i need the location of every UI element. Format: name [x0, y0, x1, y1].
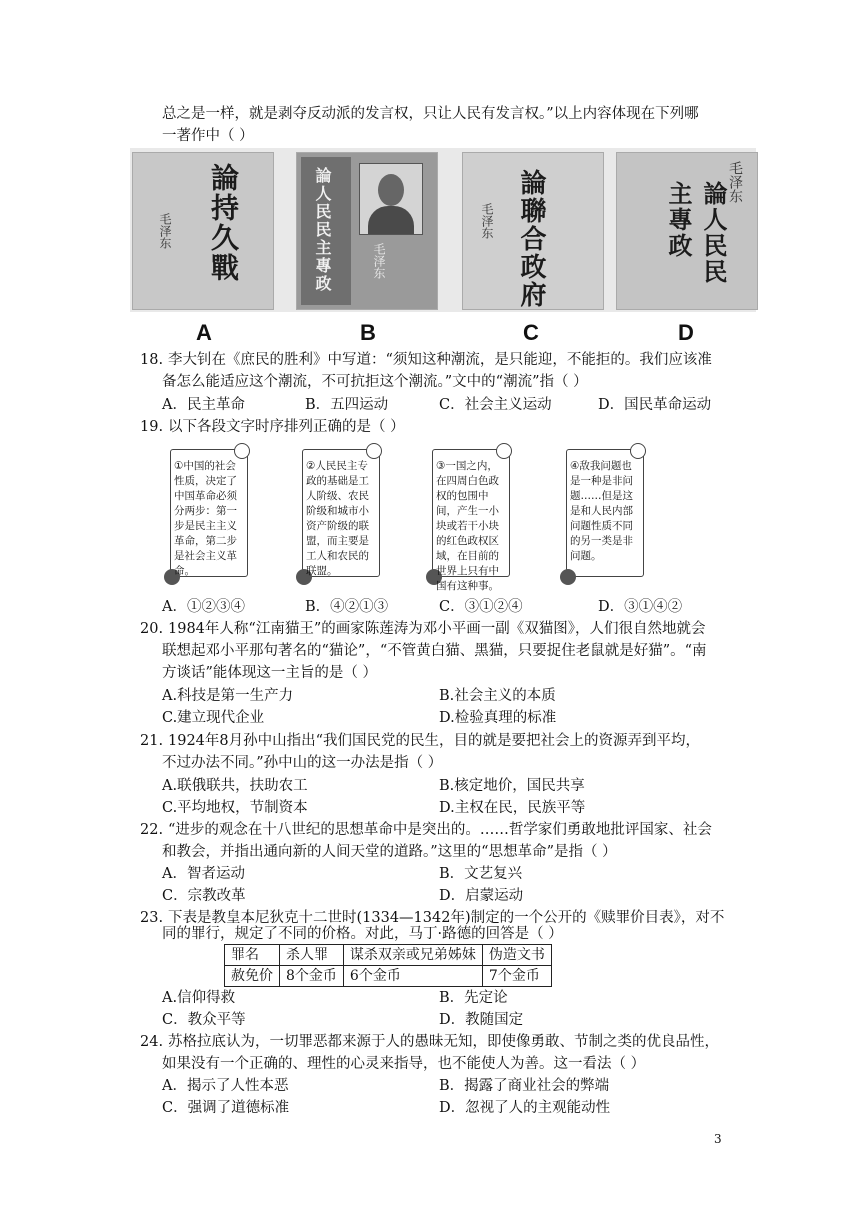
price-table: [224, 944, 552, 987]
q20-line-2: 联想起邓小平那句著名的“猫论”，“不管黄白猫、黑猫，只要捉住老鼠就是好猫”。“南: [162, 643, 707, 659]
q22-option-a: A．智者运动: [162, 866, 245, 882]
q18-line-2: 备怎么能适应这个潮流，不可抗拒这个潮流。”文中的“潮流”指（ ）: [162, 374, 588, 390]
scroll-text-3: ③一国之内，在四周白色政权的包围中间，产生一小块或若干小块的红色政权区域，在目前的世界上只有中国有这种事。: [436, 460, 499, 592]
q23-line-1: 23. 下表是教皇本尼狄克十二世时(1334—1342年)制定的一个公开的《赎罪价目表》，对不: [140, 910, 725, 926]
book-signature-b: 毛泽东: [372, 243, 386, 279]
q19-option-d: D．③①④②: [598, 599, 683, 615]
q21-number: 21.: [140, 733, 164, 749]
q19-line-1: 19. 以下各段文字时序排列正确的是（ ）: [140, 419, 405, 435]
scroll-2: [296, 443, 384, 585]
q19-option-c: C．③①②④: [439, 599, 523, 615]
book-title-a: 論持久戰: [207, 163, 240, 283]
q21-option-b: B.核定地价，国民共享: [439, 778, 585, 794]
q24-line-1: 24. 苏格拉底认为，一切罪恶都来源于人的愚昧无知，即使像勇敢、节制之类的优良品性，: [140, 1034, 719, 1050]
q21-option-d: D.主权在民，民族平等: [439, 800, 586, 816]
q20-number: 20.: [140, 621, 164, 637]
q20-line-3: 方谈话”能体现这一主旨的是（ ）: [162, 665, 378, 681]
scroll-1: [164, 443, 252, 585]
q23-option-d: D．教随国定: [439, 1012, 524, 1028]
table-cell: 杀人罪: [280, 945, 344, 966]
portrait-image: [359, 163, 423, 235]
q23-option-a: A.信仰得救: [162, 990, 236, 1006]
q24-option-c: C．强调了道德标准: [162, 1100, 290, 1116]
q22-line-2: 和教会，并指出通向新的人间天堂的道路。”这里的“思想革命”是指（ ）: [162, 844, 617, 860]
q22-line-1: 22. “进步的观念在十八世纪的思想革命中是突出的。……哲学家们勇敢地批评国家、社会: [140, 822, 712, 838]
table-cell: 赦免价: [225, 966, 280, 987]
q21-option-c: C.平均地权，节制资本: [162, 800, 308, 816]
q20-line-1: 20. 1984年人称“江南猫王”的画家陈莲涛为邓小平画一副《双猫图》，人们很自然地就会: [140, 621, 706, 637]
q18-line-1: 18. 李大钊在《庶民的胜利》中写道：“须知这种潮流，是只能迎，不能拒的。我们应该准: [140, 352, 712, 368]
q20-option-b: B.社会主义的本质: [439, 688, 556, 704]
q18-option-d: D．国民革命运动: [598, 397, 712, 413]
q19-option-b: B．④②①③: [305, 599, 389, 615]
book-signature-d: 毛泽东: [727, 161, 743, 203]
q21-option-a: A.联俄联共，扶助农工: [162, 778, 308, 794]
book-label-d: D: [678, 320, 694, 345]
table-cell: 8个金币: [280, 966, 344, 987]
table-cell: 罪名: [225, 945, 280, 966]
q19-number: 19.: [140, 419, 164, 435]
book-cover-b: [296, 152, 438, 310]
scroll-3: [426, 443, 514, 592]
book-label-c: C: [523, 320, 539, 345]
scroll-4: [560, 443, 648, 585]
q22-option-d: D．启蒙运动: [439, 888, 524, 904]
q18-option-b: B．五四运动: [305, 397, 389, 413]
page-number: 3: [714, 1132, 722, 1146]
scroll-text-4: ④敌我问题也是一种是非问题……但是这是和人民内部问题性质不同的另一类是非问题。: [570, 460, 633, 562]
table-cell: 谋杀双亲或兄弟姊妹: [343, 945, 482, 966]
table-cell: 6个金币: [343, 966, 482, 987]
book-signature-c: 毛泽东: [480, 203, 494, 239]
book-title-d: 論人民民主專政: [664, 181, 728, 285]
q24-option-d: D．忽视了人的主观能动性: [439, 1100, 611, 1116]
scroll-text-2: ②人民民主专政的基础是工人阶级、农民阶级和城市小资产阶级的联盟，而主要是工人和农民的联盟。: [306, 460, 369, 577]
q22-option-b: B．文艺复兴: [439, 866, 523, 882]
book-cover-c: [462, 152, 604, 310]
book-label-b: B: [360, 320, 376, 345]
q18-option-c: C．社会主义运动: [439, 397, 552, 413]
q21-line-2: 不过办法不同。”孙中山的这一办法是指（ ）: [162, 755, 443, 771]
q22-number: 22.: [140, 822, 164, 838]
q22-option-c: C．宗教改革: [162, 888, 246, 904]
table-row: [225, 966, 552, 987]
book-cover-d: [616, 152, 758, 310]
book-signature-a: 毛泽东: [158, 213, 172, 249]
table-row: [225, 945, 552, 966]
q23-line-2: 同的罪行，规定了不同的价格。对此，马丁·路德的回答是（ ）: [162, 926, 563, 942]
q18-number: 18.: [140, 352, 164, 368]
q23-number: 23.: [140, 910, 164, 926]
q23-option-b: B．先定论: [439, 990, 508, 1006]
book-title-b: 論人民民主專政: [313, 167, 332, 293]
q24-line-2: 如果没有一个正确的、理性的心灵来指导，也不能使人为善。这一看法（ ）: [162, 1056, 646, 1072]
q19-option-a: A．①②③④: [162, 599, 245, 615]
q21-line-1: 21. 1924年8月孙中山指出“我们国民党的民生，目的就是要把社会上的资源弄到平均，: [140, 733, 701, 749]
intro-line-1: 总之是一样，就是剥夺反动派的发言权，只让人民有发言权。”以上内容体现在下列哪: [162, 106, 699, 122]
q24-option-a: A．揭示了人性本恶: [162, 1078, 289, 1094]
q18-option-a: A．民主革命: [162, 397, 245, 413]
q20-option-a: A.科技是第一生产力: [162, 688, 294, 704]
q23-option-c: C．教众平等: [162, 1012, 246, 1028]
q20-option-c: C.建立现代企业: [162, 710, 265, 726]
q24-number: 24.: [140, 1034, 164, 1050]
intro-line-2: 一著作中（ ）: [162, 128, 254, 144]
table-cell: 伪造文书: [482, 945, 551, 966]
table-cell: 7个金币: [482, 966, 551, 987]
book-label-a: A: [196, 320, 212, 345]
book-cover-a: [132, 152, 274, 310]
scroll-text-1: ①中国的社会性质，决定了中国革命必须分两步：第一步是民主主义革命，第二步是社会主义革命。: [174, 460, 237, 577]
q20-option-d: D.检验真理的标准: [439, 710, 557, 726]
q24-option-b: B．揭露了商业社会的弊端: [439, 1078, 610, 1094]
book-title-c: 論聯合政府: [516, 169, 546, 309]
